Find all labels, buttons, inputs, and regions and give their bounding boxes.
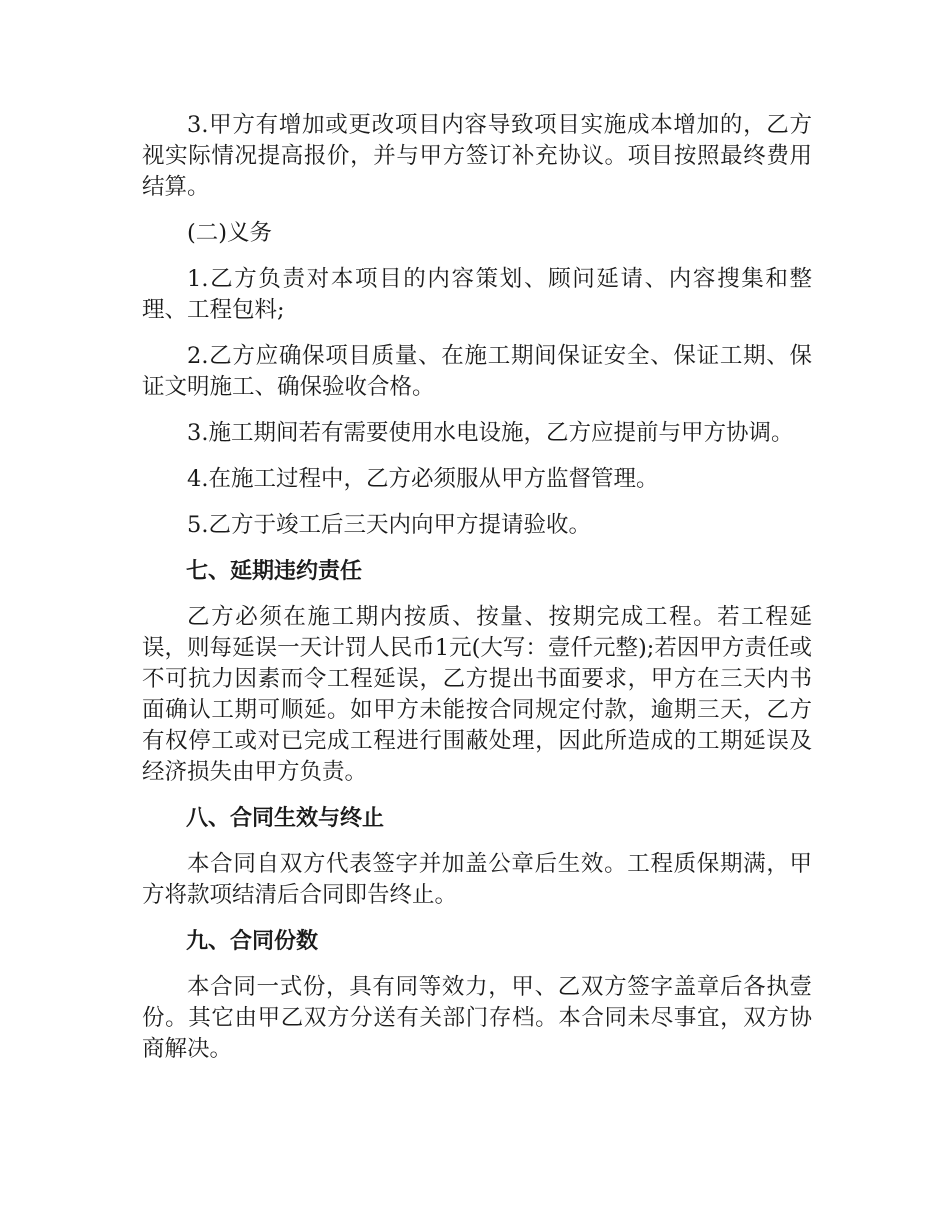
obligation-item-2: 2.乙方应确保项目质量、在施工期间保证安全、保证工期、保证文明施工、确保验收合格。 [142,343,812,400]
clause-six-rights-item-3: 3.甲方有增加或更改项目内容导致项目实施成本增加的，乙方视实际情况提高报价，并与甲方签订补充协议。项目按照最终费用结算。 [142,112,812,200]
section-seven-heading: 七、延期违约责任 [186,559,363,584]
section-seven-body: 乙方必须在施工期内按质、按量、按期完成工程。若工程延误，则每延误一天计罚人民币1元(大写：壹仟元整);若因甲方责任或不可抗力因素而令工程延误，乙方提出书面要求，甲方在三天内书面确认工期可顺延。如甲方未能按合同规定付款，逾期三天，乙方有权停工或对已完成工程进行围蔽处理，因此所造成的工期延误及经济损失由甲方负责。 [142,604,812,785]
obligation-item-3: 3.施工期间若有需要使用水电设施，乙方应提前与甲方协调。 [187,420,794,446]
obligation-item-1: 1.乙方负责对本项目的内容策划、顾问延请、内容搜集和整理、工程包料; [142,266,812,323]
obligations-subheading: (二)义务 [187,220,273,246]
obligation-item-5: 5.乙方于竣工后三天内向甲方提请验收。 [187,512,591,538]
section-nine-body: 本合同一式份，具有同等效力，甲、乙双方签字盖章后各执壹份。其它由甲乙双方分送有关部门存档。本合同未尽事宜，双方协商解决。 [142,974,812,1062]
document-page [142,110,812,1080]
section-eight-heading: 八、合同生效与终止 [186,806,385,831]
obligation-item-4: 4.在施工过程中，乙方必须服从甲方监督管理。 [187,466,659,492]
section-eight-body: 本合同自双方代表签字并加盖公章后生效。工程质保期满，甲方将款项结清后合同即告终止。 [142,851,812,908]
section-nine-heading: 九、合同份数 [186,929,319,954]
